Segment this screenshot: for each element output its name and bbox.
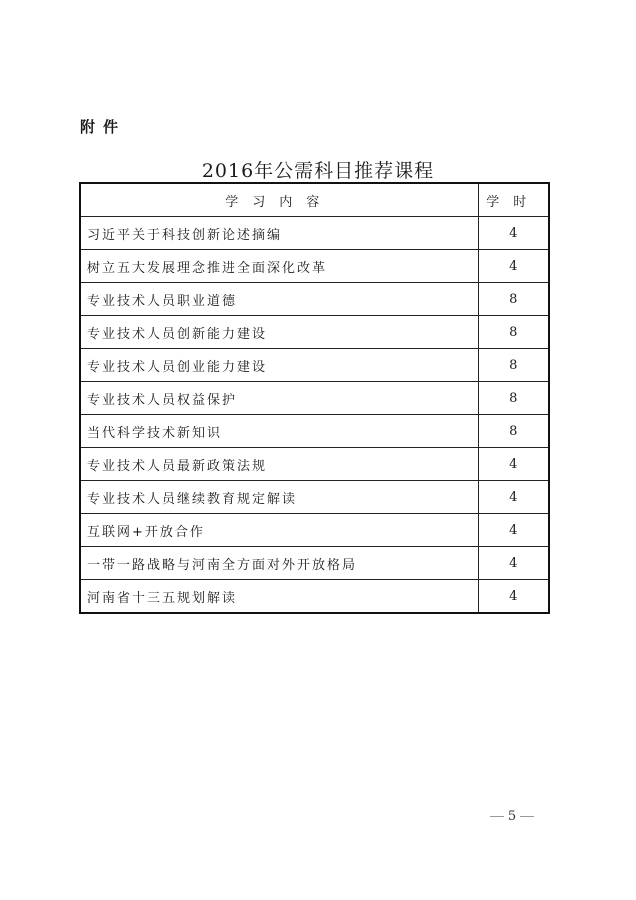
course-name: 专业技术人员权益保护 (80, 382, 478, 415)
table-row (80, 481, 549, 514)
dash-right (520, 816, 534, 817)
course-hours: 8 (478, 316, 549, 349)
course-hours: 8 (478, 382, 549, 415)
course-hours: 8 (478, 415, 549, 448)
table-row (80, 283, 549, 316)
course-name: 专业技术人员最新政策法规 (80, 448, 478, 481)
dash-left (490, 816, 504, 817)
course-hours: 4 (478, 514, 549, 547)
header-content: 学习内容 (80, 183, 478, 217)
course-hours: 4 (478, 481, 549, 514)
course-hours: 4 (478, 448, 549, 481)
page-title: 2016年公需科目推荐课程 (201, 160, 435, 182)
attachment-label: 附件 (80, 118, 127, 136)
header-hours: 学时 (478, 183, 549, 217)
table-row (80, 349, 549, 382)
course-hours: 8 (478, 349, 549, 382)
table-row (80, 415, 549, 448)
course-name: 专业技术人员创新能力建设 (80, 316, 478, 349)
course-hours: 4 (478, 217, 549, 250)
course-name: 习近平关于科技创新论述摘编 (80, 217, 478, 250)
course-hours: 4 (478, 547, 549, 580)
course-name: 专业技术人员创业能力建设 (80, 349, 478, 382)
page-number: 5 (507, 809, 517, 824)
table-header-row (80, 183, 549, 217)
table-row (80, 382, 549, 415)
course-name: 专业技术人员职业道德 (80, 283, 478, 316)
course-name: 专业技术人员继续教育规定解读 (80, 481, 478, 514)
table-row (80, 448, 549, 481)
course-hours: 8 (478, 283, 549, 316)
table-row (80, 514, 549, 547)
course-name: 互联网+开放合作 (80, 514, 478, 547)
course-hours: 4 (478, 580, 549, 614)
table-row (80, 547, 549, 580)
page-number-footer (482, 809, 542, 824)
table-row (80, 217, 549, 250)
course-name: 当代科学技术新知识 (80, 415, 478, 448)
course-name: 河南省十三五规划解读 (80, 580, 478, 614)
table-row (80, 316, 549, 349)
table-row (80, 250, 549, 283)
course-name: 一带一路战略与河南全方面对外开放格局 (80, 547, 478, 580)
course-table (79, 182, 550, 614)
table-row (80, 580, 549, 614)
course-name: 树立五大发展理念推进全面深化改革 (80, 250, 478, 283)
course-hours: 4 (478, 250, 549, 283)
